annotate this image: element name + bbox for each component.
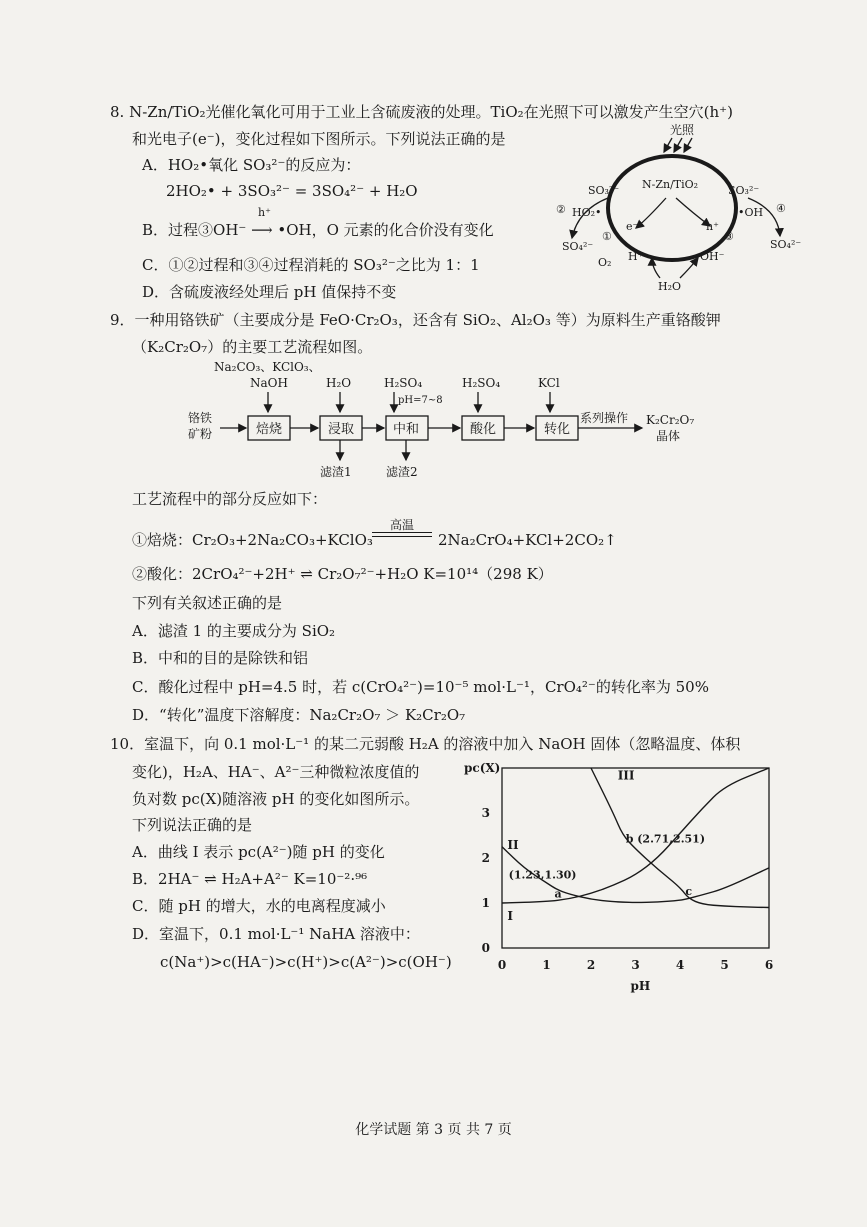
flow-product-2: 晶体 (656, 429, 681, 443)
annotation-a: a (554, 887, 562, 901)
flow-input-4: H₂SO₄ (462, 376, 501, 390)
hole-arrow (676, 198, 710, 226)
flow-input-3: H₂SO₄ (384, 376, 423, 390)
q9-equation-1-right: 2Na₂CrO₄+KCl+2CO₂↑ (438, 531, 617, 549)
q8-option-b-arrow-label: h⁺ (258, 206, 271, 219)
q10-stem-line2: 变化)，H₂A、HA⁻、A²⁻三种微粒浓度值的 (132, 763, 420, 781)
flow-series-op: 系列操作 (580, 411, 629, 425)
flow-step-acidify: 酸化 (470, 422, 497, 437)
diagram-num-3: ③ (724, 230, 734, 243)
flow-input-5: KCl (538, 376, 560, 390)
q9-stem-line1: 9．一种用铬铁矿（主要成分是 FeO·Cr₂O₃，还含有 SiO₂、Al₂O₃ 等）为原料生产重铬酸钾 (110, 311, 721, 329)
q9-option-d: D．“转化”温度下溶解度：Na₂Cr₂O₇ ＞ K₂Cr₂O₇ (132, 706, 466, 724)
page-footer: 化学试题 第 3 页 共 7 页 (355, 1122, 512, 1138)
flow-step-neutralize: 中和 (393, 422, 420, 437)
light-ray-arrow-2 (674, 138, 682, 152)
flow-step-leach: 浸取 (328, 422, 355, 437)
diagram-ho2: HO₂• (572, 206, 602, 219)
y-axis-label: pc(X) (464, 761, 501, 775)
diagram-h-in-label: h⁺ (706, 220, 719, 233)
q8-option-b: B．过程③OH⁻ ⟶ •OH，O 元素的化合价没有变化 (142, 221, 494, 239)
flow-residue-1: 滤渣1 (320, 465, 352, 479)
diagram-so4-left: SO₄²⁻ (562, 240, 594, 253)
y-tick-label: 3 (481, 806, 490, 820)
q10-option-b: B．2HA⁻ ⇌ H₂A+A²⁻ K=10⁻²·⁹⁶ (132, 870, 368, 888)
q8-option-c: C．①②过程和③④过程消耗的 SO₃²⁻之比为 1：1 (142, 256, 480, 274)
x-tick-label: 3 (631, 958, 640, 972)
q9-equation-2: ②酸化：2CrO₄²⁻+2H⁺ ⇌ Cr₂O₇²⁻+H₂O K=10¹⁴（298 K） (132, 565, 553, 583)
q10-stem-line3: 负对数 pc(X)随溶液 pH 的变化如图所示。 (132, 790, 420, 808)
pc-ph-chart (455, 756, 785, 998)
q8-option-d: D．含硫废液经处理后 pH 值保持不变 (142, 283, 397, 301)
chart-frame (502, 768, 769, 948)
diagram-o2: O₂ (598, 256, 612, 269)
diagram-h2o: H₂O (658, 280, 682, 293)
q9-equation-1-condition: 高温 (390, 518, 415, 532)
q8-option-a-equation: 2HO₂• + 3SO₃²⁻ = 3SO₄²⁻ + H₂O (166, 182, 418, 200)
light-ray-arrow-3 (684, 138, 692, 152)
q9-option-a: A．滤渣 1 的主要成分为 SiO₂ (132, 622, 336, 640)
light-ray-arrow-1 (664, 138, 672, 152)
series-label-II: II (507, 838, 519, 852)
x-tick-label: 1 (542, 958, 551, 972)
q10-option-d: D．室温下，0.1 mol·L⁻¹ NaHA 溶液中： (132, 925, 420, 943)
flow-product-1: K₂Cr₂O₇ (646, 413, 695, 427)
q10-stem-line4: 下列说法正确的是 (132, 816, 253, 834)
diagram-e-label: e⁻ (626, 220, 639, 233)
diagram-so3-left: SO₃²⁻ (588, 184, 620, 197)
diagram-num-1: ① (602, 230, 612, 243)
q9-equation-1-left: ①焙烧：Cr₂O₃+2Na₂CO₃+KClO₃ (132, 531, 373, 549)
x-tick-label: 4 (675, 958, 685, 972)
annotation-b: b (2.71,2.51) (625, 832, 706, 846)
q8-stem-line2: 和光电子(e⁻)，变化过程如下图所示。下列说法正确的是 (132, 130, 506, 148)
flow-raw-2: 矿粉 (188, 427, 213, 441)
flow-input-2: H₂O (326, 376, 352, 390)
annotation-a-coords: (1.23,1.30) (508, 868, 577, 882)
q9-stem-line2: （K₂Cr₂O₇）的主要工艺流程如图。 (132, 338, 373, 356)
q9-option-b: B．中和的目的是除铁和铝 (132, 649, 309, 667)
x-tick-label: 2 (586, 958, 596, 972)
process-flow-diagram (180, 358, 710, 483)
diagram-num-4: ④ (776, 202, 786, 215)
diagram-hplus: H⁺ (628, 250, 644, 263)
diagram-num-2: ② (556, 203, 566, 216)
flow-input-1a: Na₂CO₃、KClO₃、 (214, 360, 321, 374)
q8-option-a: A．HO₂•氧化 SO₃²⁻的反应为： (142, 156, 361, 174)
diagram-center-label: N-Zn/TiO₂ (642, 178, 699, 191)
y-tick-label: 2 (481, 851, 490, 865)
flow-input-3b: pH=7~8 (398, 395, 443, 406)
flow-residue-2: 滤渣2 (386, 465, 418, 479)
annotation-c: c (685, 884, 693, 898)
flow-input-1b: NaOH (250, 376, 288, 390)
catalyst-particle (608, 156, 736, 260)
q10-option-c: C．随 pH 的增大，水的电离程度减小 (132, 897, 386, 915)
y-tick-label: 1 (481, 896, 490, 910)
y-tick-label: 0 (481, 941, 490, 955)
q10-stem-line1: 10．室温下，向 0.1 mol·L⁻¹ 的某二元弱酸 H₂A 的溶液中加入 NaOH 固体（忽略温度、体积 (110, 735, 741, 753)
flow-step-roast: 焙烧 (256, 422, 283, 437)
q9-ask: 下列有关叙述正确的是 (132, 594, 283, 612)
series-label-I: I (507, 909, 513, 924)
q10-option-d-inequality: c(Na⁺)>c(HA⁻)>c(H⁺)>c(A²⁻)>c(OH⁻) (160, 953, 452, 971)
q9-intro: 工艺流程中的部分反应如下： (132, 490, 328, 508)
electron-arrow (636, 198, 666, 228)
diagram-light-label: 光照 (670, 123, 695, 137)
flow-raw-1: 铬铁 (188, 411, 213, 425)
diagram-oh-radical: •OH (738, 206, 764, 219)
x-tick-label: 6 (764, 958, 774, 972)
q10-option-a: A．曲线 I 表示 pc(A²⁻)随 pH 的变化 (132, 843, 385, 861)
x-axis-label: pH (630, 979, 651, 993)
x-tick-label: 5 (720, 958, 729, 972)
x-tick-label: 0 (497, 958, 507, 972)
photocatalysis-diagram (548, 118, 808, 298)
diagram-so4-right: SO₄²⁻ (770, 238, 802, 251)
q9-equation-1-sign (372, 532, 432, 537)
q9-option-c: C．酸化过程中 pH=4.5 时，若 c(CrO₄²⁻)=10⁻⁵ mol·L⁻¹，CrO₄²⁻的转化率为 50% (132, 678, 709, 696)
series-label-III: III (617, 768, 635, 783)
flow-step-convert: 转化 (544, 422, 571, 437)
q8-stem-line1: 8. N-Zn/TiO₂光催化氧化可用于工业上含硫废液的处理。TiO₂在光照下可以激发产生空穴(h⁺) (110, 103, 733, 121)
diagram-so3-right: SO₃²⁻ (728, 184, 760, 197)
diagram-oh-minus: OH⁻ (700, 250, 725, 263)
